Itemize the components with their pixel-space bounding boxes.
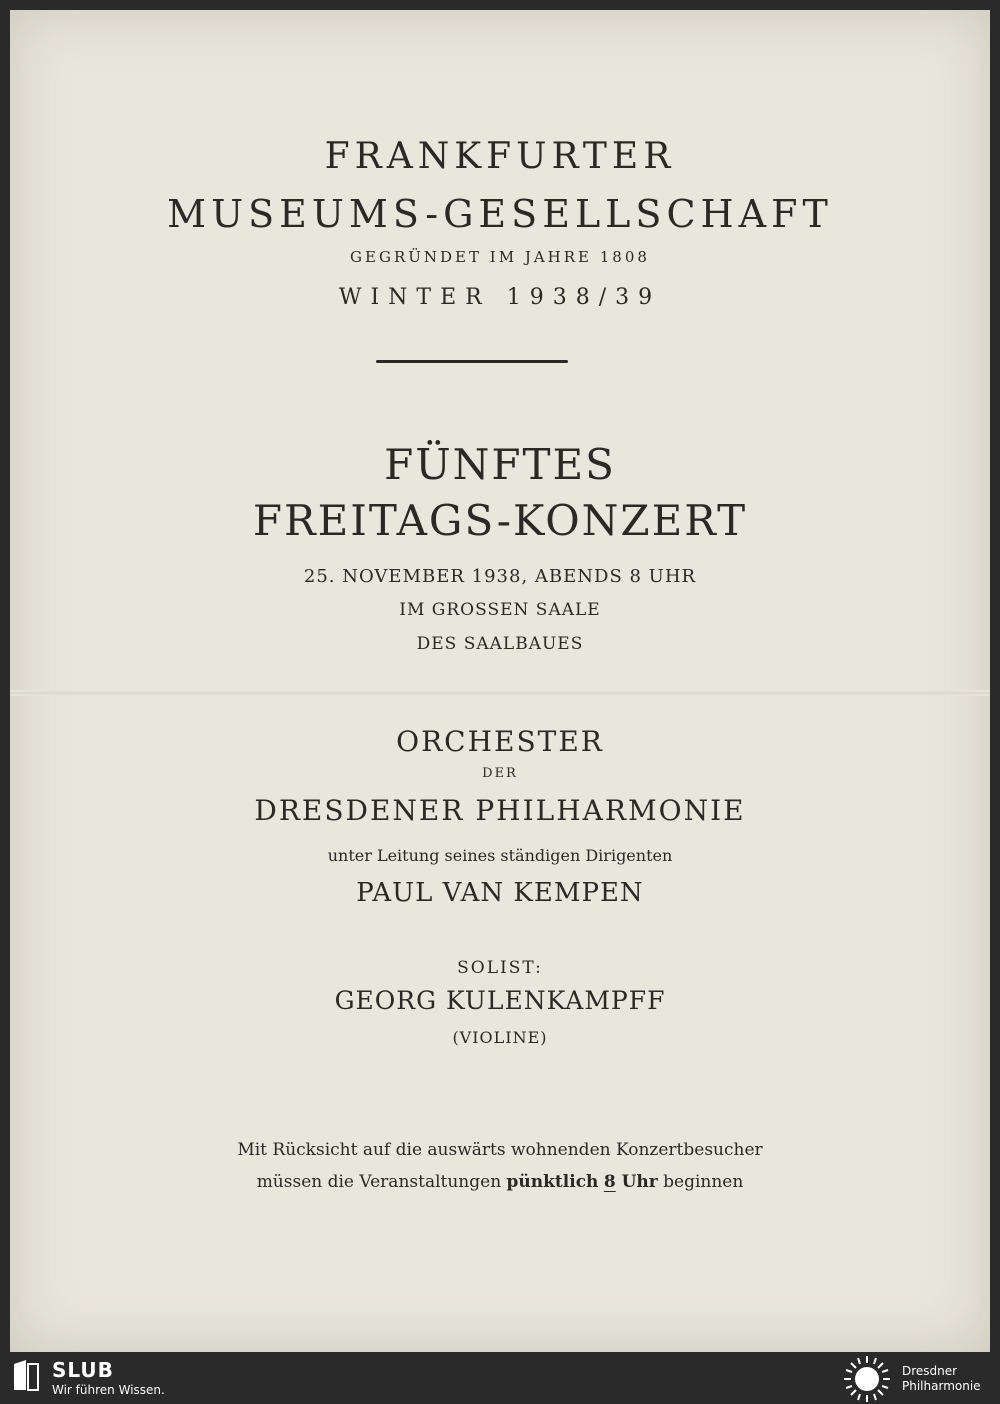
orchestra-line1: ORCHESTER: [396, 725, 604, 758]
notice-line2: [0, 1172, 1000, 1192]
concert-title-line2: FREITAGS-KONZERT: [252, 496, 748, 545]
philharmonie-logo-icon: [842, 1354, 892, 1404]
slub-logo-icon: [12, 1360, 40, 1394]
venue-line1: IM GROSSEN SAALE: [399, 600, 601, 620]
partner-name-line2: Philharmonie: [902, 1379, 981, 1393]
soloist-instrument: (VIOLINE): [452, 1028, 548, 1047]
founded-year: GEGRÜNDET IM JAHRE 1808: [350, 248, 650, 266]
concert-date: 25. NOVEMBER 1938, ABENDS 8 UHR: [303, 566, 697, 587]
orchestra-name: DRESDENER PHILHARMONIE: [254, 794, 746, 827]
divider-rule: [376, 360, 568, 363]
footer-bar: [0, 1352, 1000, 1404]
notice-line1: Mit Rücksicht auf die auswärts wohnenden Konzertbesucher: [237, 1140, 763, 1160]
concert-title-line1: FÜNFTES: [384, 440, 616, 489]
orchestra-line2: DER: [482, 766, 518, 781]
paper-fold: [10, 690, 990, 696]
venue-line2: DES SAALBAUES: [416, 634, 584, 654]
soloist-name: GEORG KULENKAMPFF: [334, 986, 666, 1015]
notice-line2-start: müssen die Veranstaltungen: [256, 1172, 507, 1192]
season: WINTER 1938/39: [338, 285, 662, 310]
soloist-label: SOLIST:: [457, 958, 543, 978]
conductor-name: PAUL VAN KEMPEN: [356, 878, 644, 908]
slub-name: SLUB: [52, 1358, 114, 1382]
partner-name-line1: Dresdner: [902, 1364, 958, 1378]
notice-uhr: Uhr: [615, 1172, 658, 1192]
leadership-text: unter Leitung seines ständigen Dirigenten: [327, 846, 673, 865]
slub-tagline: Wir führen Wissen.: [52, 1383, 165, 1397]
notice-punctual: pünktlich: [506, 1172, 599, 1192]
notice-hour: 8: [603, 1172, 616, 1192]
society-name-line2: MUSEUMS-GESELLSCHAFT: [167, 192, 833, 236]
society-name-line1: FRANKFURTER: [324, 136, 676, 177]
notice-line2-end: beginnen: [657, 1172, 744, 1192]
